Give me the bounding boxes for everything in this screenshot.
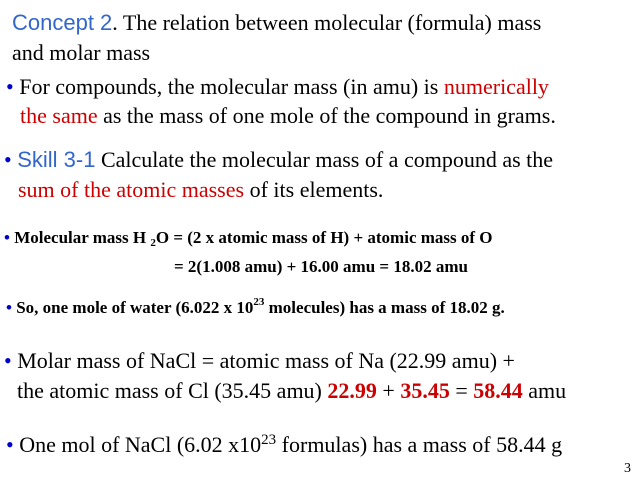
bullet-compounds-line-1 <box>6 76 549 98</box>
bullet-icon: • <box>6 74 14 99</box>
bullet-text: Molar mass of NaCl = atomic mass of Na (22.99 amu) + <box>17 348 515 373</box>
bullet-text: So, one mole of water (6.022 x 10 <box>16 298 254 317</box>
bullet-text: Calculate the molecular mass of a compound as the <box>95 147 554 172</box>
unit-amu: amu <box>522 378 567 403</box>
bullet-icon: • <box>4 147 12 172</box>
operator-plus: + <box>376 378 401 403</box>
title-text: . The relation between molecular (formula) mass <box>112 10 542 35</box>
bullet-water-mass-line-2: = 2(1.008 amu) + 16.00 amu = 18.02 amu <box>174 257 468 276</box>
bullet-molar-mass-nacl-line-1 <box>4 350 515 372</box>
bullet-icon: • <box>6 432 14 457</box>
bullet-text: of its elements. <box>244 177 384 202</box>
bullet-water-mass-line-1 <box>4 228 493 249</box>
subscript-2: 2 <box>150 237 156 249</box>
slide-title-line-1 <box>12 12 541 34</box>
page-number: 3 <box>624 461 631 476</box>
bullet-skill-line-2 <box>18 179 383 201</box>
value-na: 22.99 <box>327 378 377 403</box>
skill-label: Skill 3-1 <box>17 147 96 172</box>
bullet-compounds-line-2 <box>20 105 556 127</box>
slide-title-line-2: and molar mass <box>12 40 151 65</box>
bullet-skill-line-1 <box>4 149 553 171</box>
bullet-text: Molecular mass H <box>14 228 151 247</box>
bullet-text: molecules) has a mass of 18.02 g. <box>264 298 505 317</box>
bullet-icon: • <box>4 228 10 247</box>
operator-equals: = <box>449 378 474 403</box>
bullet-icon: • <box>4 348 12 373</box>
bullet-text: as the mass of one mole of the compound in grams. <box>97 103 556 128</box>
bullet-icon: • <box>6 298 12 317</box>
superscript-23: 23 <box>253 296 265 308</box>
highlight-numerically: numerically <box>443 74 549 99</box>
bullet-text: One mol of NaCl (6.02 x10 <box>19 432 262 457</box>
bullet-text: For compounds, the molecular mass (in amu) is <box>19 74 444 99</box>
bullet-mole-water <box>6 296 505 317</box>
value-cl: 35.45 <box>400 378 450 403</box>
superscript-23: 23 <box>261 432 277 448</box>
highlight-the-same: the same <box>20 103 98 128</box>
bullet-text: O = (2 x atomic mass of H) + atomic mass of O <box>155 228 493 247</box>
bullet-molar-mass-nacl-line-2 <box>17 380 566 402</box>
bullet-text: the atomic mass of Cl (35.45 amu) <box>17 378 328 403</box>
bullet-mol-nacl <box>6 434 562 456</box>
value-nacl: 58.44 <box>473 378 523 403</box>
highlight-sum-atomic-masses: sum of the atomic masses <box>18 177 245 202</box>
concept-label: Concept 2 <box>12 10 113 35</box>
bullet-text: formulas) has a mass of 58.44 g <box>276 432 563 457</box>
